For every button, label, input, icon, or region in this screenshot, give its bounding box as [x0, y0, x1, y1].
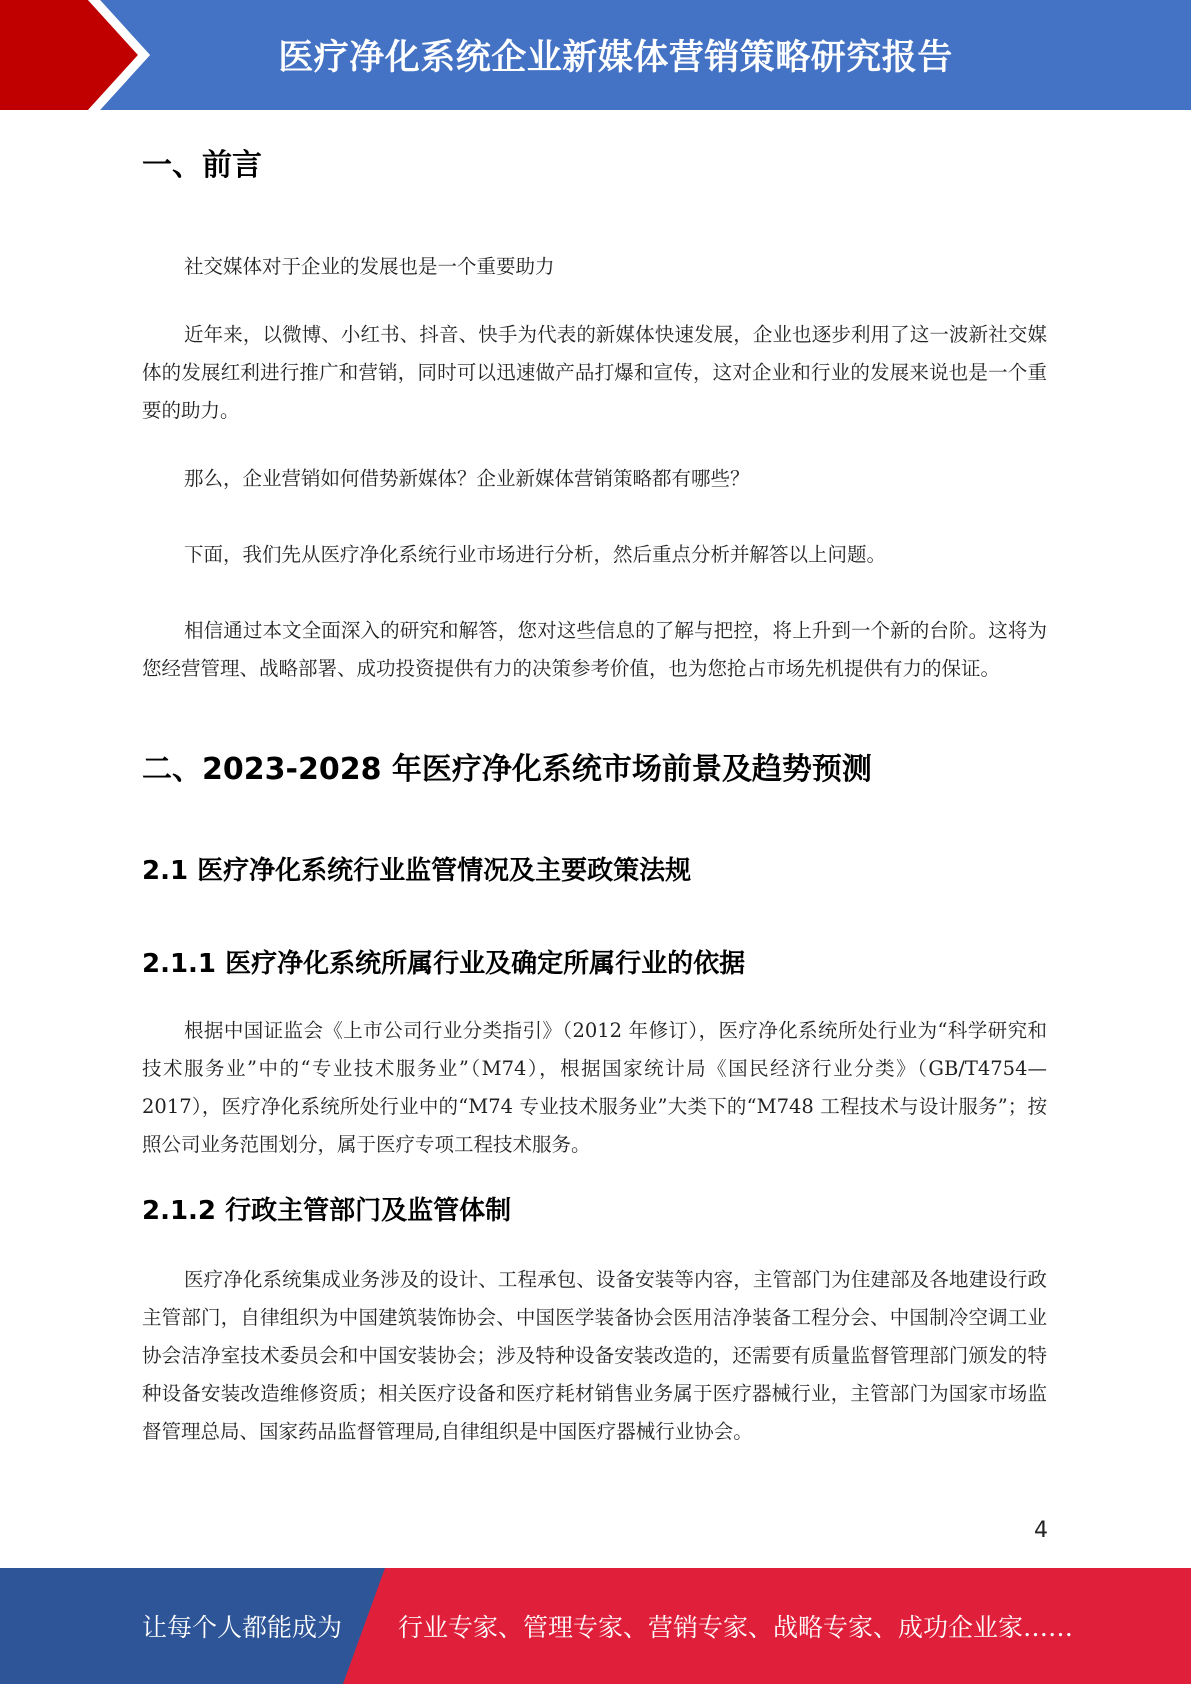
paragraph: 根据中国证监会《上市公司行业分类指引》（2012 年修订），医疗净化系统所处行业为“科学研究和技术服务业”中的“专业技术服务业”（M74），根据国家统计局《国民经济行业分类》（GB/T4754—2017），医疗净化系统所处行业中的“M74 专业技术服务业”大类下的“M748 工程技术与设计服务”；按照公司业务范围划分，属于医疗专项工程技术服务。 — [142, 1019, 1047, 1156]
page-header — [0, 0, 1191, 110]
paragraph: 社交媒体对于企业的发展也是一个重要助力 — [184, 255, 555, 278]
paragraph: 相信通过本文全面深入的研究和解答，您对这些信息的了解与把控，将上升到一个新的台阶。这将为您经营管理、战略部署、成功投资提供有力的决策参考价值，也为您抢占市场先机提供有力的保证。 — [142, 619, 1047, 680]
section-heading-preface: 一、前言 — [142, 148, 262, 183]
footer-slogan-left: 让每个人都能成为 — [142, 1613, 343, 1642]
header-chevron-icon — [0, 0, 155, 110]
paragraph: 医疗净化系统集成业务涉及的设计、工程承包、设备安装等内容，主管部门为住建部及各地建设行政主管部门，自律组织为中国建筑装饰协会、中国医学装备协会医用洁净装备工程分会、中国制冷空调工业协会洁净室技术委员会和中国安装协会；涉及特种设备安装改造的，还需要有质量监督管理部门颁发的特种设备安装改造维修资质；相关医疗设备和医疗耗材销售业务属于医疗器械行业，主管部门为国家市场监督管理总局、国家药品监督管理局,自律组织是中国医疗器械行业协会。 — [142, 1268, 1047, 1443]
paragraph: 近年来，以微博、小红书、抖音、快手为代表的新媒体快速发展，企业也逐步利用了这一波新社交媒体的发展红利进行推广和营销，同时可以迅速做产品打爆和宣传，这对企业和行业的发展来说也是一个重要的助力。 — [142, 323, 1047, 422]
subsection-heading-2-1: 2.1 医疗净化系统行业监管情况及主要政策法规 — [142, 856, 692, 886]
subsection-heading-2-1-2: 2.1.2 行政主管部门及监管体制 — [142, 1196, 512, 1226]
paragraph: 那么，企业营销如何借势新媒体？企业新媒体营销策略都有哪些？ — [184, 467, 750, 490]
paragraph: 下面，我们先从医疗净化系统行业市场进行分析，然后重点分析并解答以上问题。 — [184, 543, 887, 566]
report-title: 医疗净化系统企业新媒体营销策略研究报告 — [278, 38, 953, 78]
footer-slogan-right: 行业专家、管理专家、营销专家、战略专家、成功企业家…… — [398, 1613, 1074, 1642]
page-footer — [0, 1568, 1191, 1684]
document-body — [142, 130, 1047, 1451]
section-heading-forecast: 二、2023-2028 年医疗净化系统市场前景及趋势预测 — [142, 752, 872, 787]
page-number: 4 — [1034, 1518, 1048, 1543]
subsection-heading-2-1-1: 2.1.1 医疗净化系统所属行业及确定所属行业的依据 — [142, 949, 746, 979]
